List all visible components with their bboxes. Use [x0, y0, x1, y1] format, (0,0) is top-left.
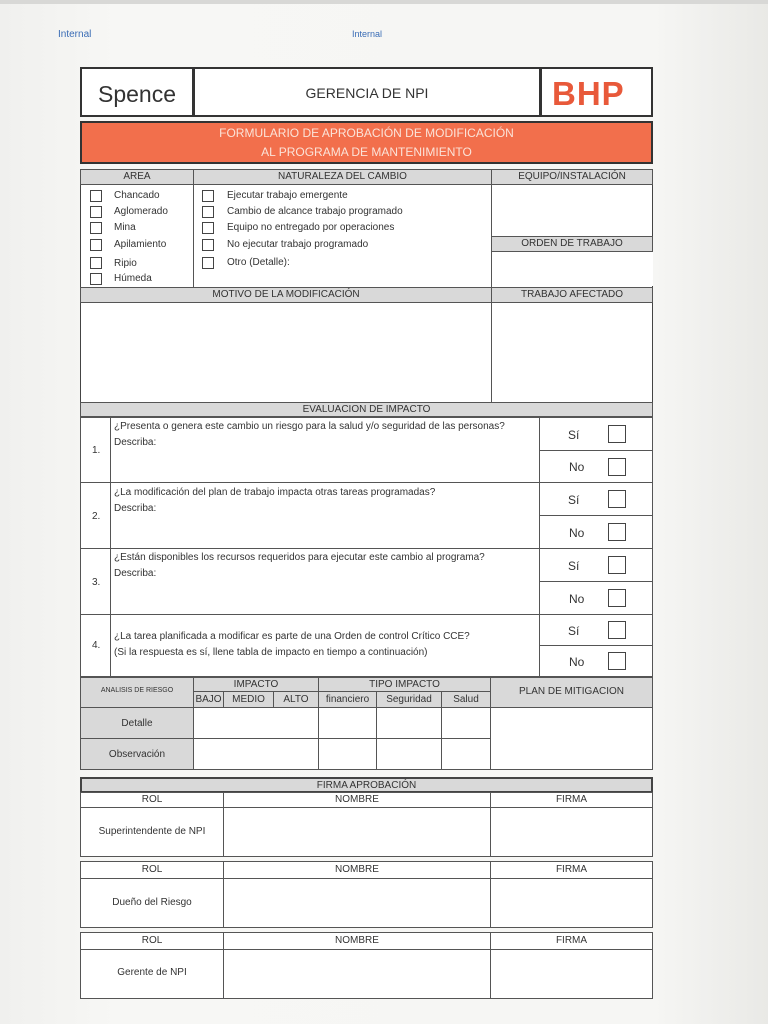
- question-text: ¿Presenta o genera este cambio un riesgo para la salud y/o seguridad de las personas?: [114, 421, 505, 432]
- question-text: ¿La tarea planificada a modificar es parte de una Orden de control Crítico CCE?: [114, 631, 470, 642]
- observacion-financiero-field[interactable]: [318, 738, 377, 770]
- question-cell[interactable]: [110, 482, 540, 549]
- yes-label: Sí: [568, 428, 580, 442]
- area-checkbox-aglomerado[interactable]: [90, 206, 102, 218]
- naturaleza-checkbox-otro[interactable]: [202, 257, 214, 269]
- question-number-cell: [80, 614, 111, 677]
- impacto-col: BAJO: [193, 691, 224, 708]
- area-checkbox-mina[interactable]: [90, 222, 102, 234]
- trabajo-field[interactable]: [492, 303, 652, 403]
- motivo-header: MOTIVO DE LA MODIFICACIÓN: [80, 287, 492, 303]
- evaluacion-header: EVALUACION DE IMPACTO: [80, 402, 653, 417]
- observacion-impacto-field[interactable]: [193, 738, 319, 770]
- yes-checkbox[interactable]: [608, 425, 626, 443]
- area-checkbox-ripio[interactable]: [90, 257, 102, 269]
- observacion-seguridad-field[interactable]: [376, 738, 442, 770]
- firma-label: FIRMA: [555, 935, 588, 946]
- nombre-header: [223, 792, 491, 808]
- no-checkbox[interactable]: [608, 589, 626, 607]
- analisis-header: [80, 677, 194, 708]
- rol-label: ROL: [141, 864, 163, 875]
- no-checkbox[interactable]: [608, 458, 626, 476]
- form-title-line2: AL PROGRAMA DE MANTENIMIENTO: [261, 145, 472, 159]
- question-sub: Describa:: [114, 568, 157, 579]
- nombre-field[interactable]: [223, 878, 491, 928]
- yes-option[interactable]: [539, 548, 653, 582]
- detalle-seguridad-field[interactable]: [376, 707, 442, 739]
- question-number-cell: [80, 548, 111, 615]
- area-label: Húmeda: [114, 273, 152, 284]
- nombre-label: NOMBRE: [335, 935, 379, 946]
- area-label: Chancado: [114, 190, 160, 201]
- naturaleza-label: Otro (Detalle):: [227, 257, 290, 268]
- spence-logo: Spence: [98, 81, 177, 107]
- plan-mitigacion-header: [490, 677, 653, 708]
- motivo-field[interactable]: [81, 303, 491, 403]
- area-label: Aglomerado: [114, 206, 168, 217]
- naturaleza-label: Ejecutar trabajo emergente: [227, 190, 348, 201]
- tipo-col: Seguridad: [376, 691, 442, 708]
- bhp-logo: BHP: [552, 75, 625, 112]
- naturaleza-checkbox-no-entregado[interactable]: [202, 222, 214, 234]
- bhp-logo-box: [540, 67, 653, 117]
- area-checkbox-apilamiento[interactable]: [90, 239, 102, 251]
- no-label: No: [569, 592, 585, 606]
- no-checkbox[interactable]: [608, 652, 626, 670]
- scan-edge: [0, 0, 768, 4]
- naturaleza-checkbox-emergente[interactable]: [202, 190, 214, 202]
- firma-label: FIRMA: [555, 864, 588, 875]
- question-number: 3.: [92, 577, 101, 588]
- question-text: ¿La modificación del plan de trabajo impacta otras tareas programadas?: [114, 487, 436, 498]
- rol-name: Dueño del Riesgo: [112, 897, 192, 908]
- naturaleza-header: NATURALEZA DEL CAMBIO: [193, 169, 492, 185]
- question-sub: Describa:: [114, 437, 157, 448]
- question-number-cell: [80, 482, 111, 549]
- nombre-field[interactable]: [223, 949, 491, 999]
- area-header: AREA: [80, 169, 194, 185]
- firma-header: FIRMA APROBACIÓN: [80, 777, 653, 792]
- question-number: 2.: [92, 511, 101, 522]
- firma-field[interactable]: [490, 807, 653, 857]
- form-title-line1: FORMULARIO DE APROBACIÓN DE MODIFICACIÓN: [219, 126, 514, 140]
- spence-logo-box: [80, 67, 194, 117]
- internal-mark-center: Internal: [352, 29, 383, 39]
- area-checkbox-humeda[interactable]: [90, 273, 102, 285]
- area-label: Ripio: [114, 258, 137, 269]
- orden-header: ORDEN DE TRABAJO: [491, 236, 653, 252]
- yes-option[interactable]: [539, 614, 653, 646]
- observacion-row-header: [80, 738, 194, 770]
- question-cell[interactable]: [110, 417, 540, 483]
- no-checkbox[interactable]: [608, 523, 626, 541]
- no-label: No: [569, 460, 585, 474]
- impacto-header: IMPACTO: [193, 677, 319, 692]
- tipo-col: Salud: [441, 691, 491, 708]
- nombre-field[interactable]: [223, 807, 491, 857]
- department-title: GERENCIA DE NPI: [305, 85, 429, 101]
- equipo-header: EQUIPO/INSTALACIÓN: [491, 169, 653, 185]
- nombre-label: NOMBRE: [335, 864, 379, 875]
- yes-checkbox[interactable]: [608, 621, 626, 639]
- question-cell[interactable]: [110, 614, 540, 677]
- naturaleza-checkbox-no-ejecutar[interactable]: [202, 239, 214, 251]
- observacion-label: Observación: [108, 749, 166, 760]
- question-number: 1.: [92, 445, 101, 456]
- firma-col-header: [490, 792, 653, 808]
- no-option[interactable]: [539, 450, 653, 483]
- naturaleza-label: No ejecutar trabajo programado: [227, 239, 369, 250]
- detalle-row-header: [80, 707, 194, 739]
- area-label: Apilamiento: [114, 239, 167, 250]
- rol-cell: [80, 878, 224, 928]
- rol-label: ROL: [141, 794, 163, 805]
- internal-mark-left: Internal: [58, 29, 92, 40]
- no-option[interactable]: [539, 645, 653, 677]
- detalle-financiero-field[interactable]: [318, 707, 377, 739]
- detalle-label: Detalle: [121, 718, 153, 729]
- detalle-impacto-field[interactable]: [193, 707, 319, 739]
- yes-checkbox[interactable]: [608, 556, 626, 574]
- no-label: No: [569, 655, 585, 669]
- plan-mitigacion-field[interactable]: [490, 707, 653, 770]
- nombre-header: [223, 932, 491, 950]
- orden-field[interactable]: [491, 252, 653, 286]
- no-option[interactable]: [539, 515, 653, 549]
- firma-label: FIRMA: [555, 794, 588, 805]
- naturaleza-label: Equipo no entregado por operaciones: [227, 222, 395, 233]
- tipo-col: financiero: [318, 691, 377, 708]
- question-sub: (Si la respuesta es sí, llene tabla de impacto en tiempo a continuación): [114, 647, 428, 658]
- rol-label: ROL: [141, 935, 163, 946]
- naturaleza-label: Cambio de alcance trabajo programado: [227, 206, 403, 217]
- tipo-impacto-header: TIPO IMPACTO: [318, 677, 491, 692]
- question-text: ¿Están disponibles los recursos requeridos para ejecutar este cambio al programa?: [114, 552, 485, 563]
- area-label: Mina: [114, 222, 136, 233]
- nombre-label: NOMBRE: [335, 794, 379, 805]
- firma-field[interactable]: [490, 949, 653, 999]
- question-number: 4.: [92, 640, 101, 651]
- rol-header: [80, 861, 224, 879]
- no-label: No: [569, 526, 585, 540]
- naturaleza-checkbox-alcance[interactable]: [202, 206, 214, 218]
- department-box: [193, 67, 541, 117]
- question-sub: Describa:: [114, 503, 157, 514]
- yes-label: Sí: [568, 559, 580, 573]
- impacto-col: MEDIO: [223, 691, 274, 708]
- nombre-header: [223, 861, 491, 879]
- yes-label: Sí: [568, 493, 580, 507]
- impacto-col: ALTO: [273, 691, 319, 708]
- divider: [193, 185, 194, 287]
- yes-label: Sí: [568, 624, 580, 638]
- form-title-banner: [80, 121, 653, 164]
- rol-header: [80, 932, 224, 950]
- analisis-label: ANALISIS DE RIESGO: [100, 687, 174, 694]
- firma-col-header: [490, 932, 653, 950]
- yes-option[interactable]: [539, 482, 653, 516]
- rol-name: Superintendente de NPI: [98, 826, 206, 837]
- question-cell[interactable]: [110, 548, 540, 615]
- rol-name: Gerente de NPI: [117, 967, 187, 978]
- yes-checkbox[interactable]: [608, 490, 626, 508]
- yes-option[interactable]: [539, 417, 653, 451]
- observacion-salud-field[interactable]: [441, 738, 491, 770]
- area-checkbox-chancado[interactable]: [90, 190, 102, 202]
- question-number-cell: [80, 417, 111, 483]
- rol-header: [80, 792, 224, 808]
- rol-cell: [80, 949, 224, 999]
- detalle-salud-field[interactable]: [441, 707, 491, 739]
- firma-col-header: [490, 861, 653, 879]
- firma-field[interactable]: [490, 878, 653, 928]
- equipo-field[interactable]: [492, 185, 652, 236]
- rol-cell: [80, 807, 224, 857]
- plan-mitigacion-label: PLAN DE MITIGACION: [518, 686, 624, 697]
- no-option[interactable]: [539, 581, 653, 615]
- trabajo-header: TRABAJO AFECTADO: [491, 287, 653, 303]
